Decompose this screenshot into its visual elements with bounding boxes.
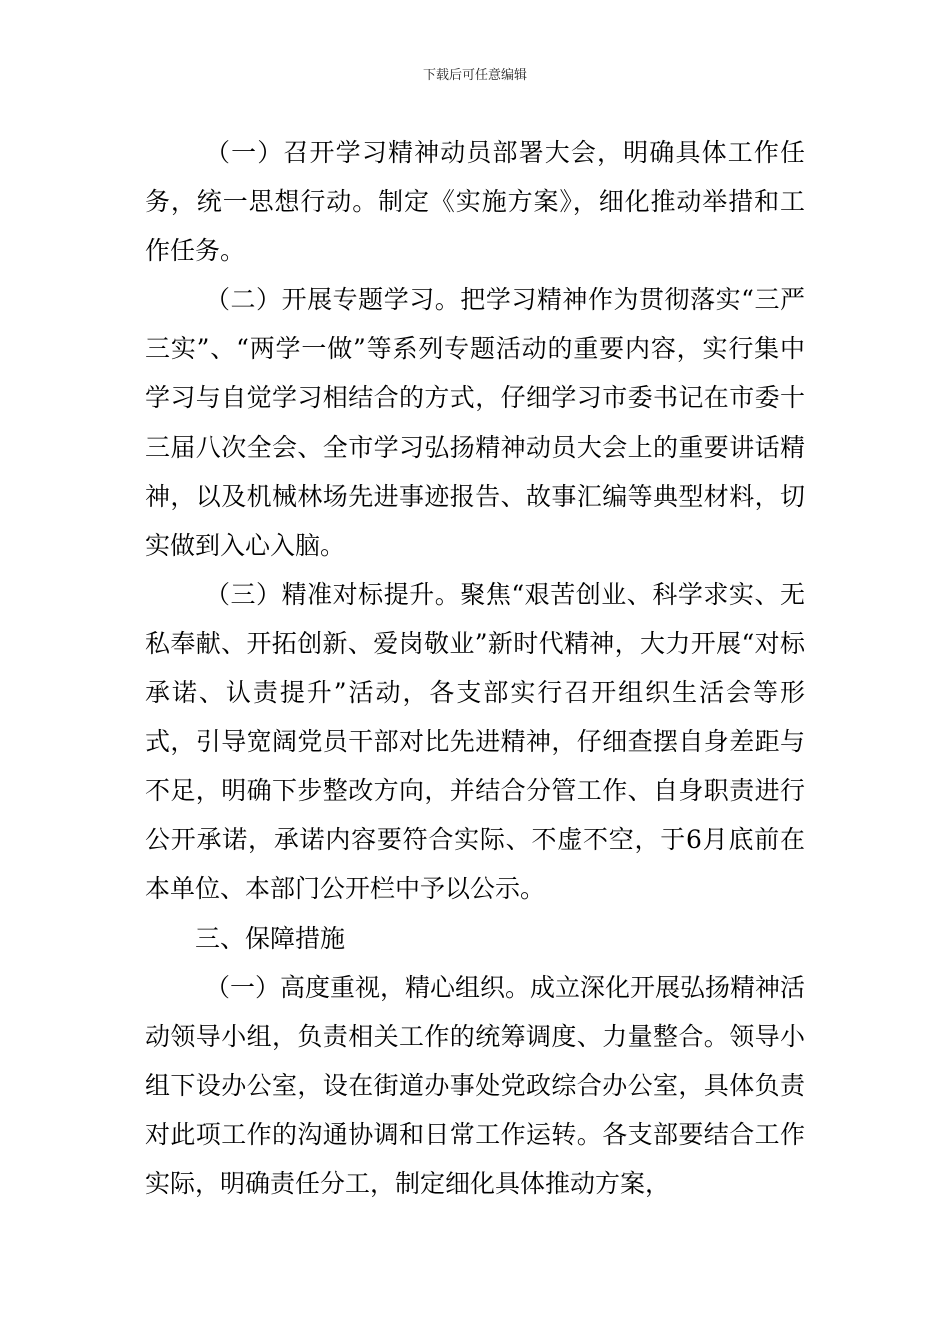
section-heading: 三、保障措施	[195, 923, 346, 953]
paragraph-1: （一）召开学习精神动员部署大会，明确具体工作任务，统一思想行动。制定《实施方案》，细化推动举措和工作任务。	[145, 138, 805, 266]
paragraph-3: （三）精准对标提升。聚焦“艰苦创业、科学求实、无私奉献、开拓创新、爱岗敬业”新时代精神，大力开展“对标承诺、认责提升”活动，各支部实行召开组织生活会等形式，引导宽阔党员干部对比先进精神，仔细查摆自身差距与不足，明确下步整改方向，并结合分管工作、自身职责进行公开承诺，承诺内容要符合实际、不虚不空，于6月底前在本单位、本部门公开栏中予以公示。	[145, 579, 805, 904]
document-body	[145, 128, 805, 1208]
paragraph-4: （一）高度重视，精心组织。成立深化开展弘扬精神活动领导小组，负责相关工作的统筹调度、力量整合。领导小组下设办公室，设在街道办事处党政综合办公室，具体负责对此项工作的沟通协调和日常工作运转。各支部要结合工作实际，明确责任分工，制定细化具体推动方案，	[145, 972, 806, 1198]
paragraph-2: （二）开展专题学习。把学习精神作为贯彻落实“三严三实”、“两学一做”等系列专题活动的重要内容，实行集中学习与自觉学习相结合的方式，仔细学习市委书记在市委十三届八次全会、全市学习弘扬精神动员大会上的重要讲话精神，以及机械林场先进事迹报告、故事汇编等典型材料，切实做到入心入脑。	[145, 285, 805, 560]
page-header: 下载后可任意编辑	[422, 68, 527, 83]
